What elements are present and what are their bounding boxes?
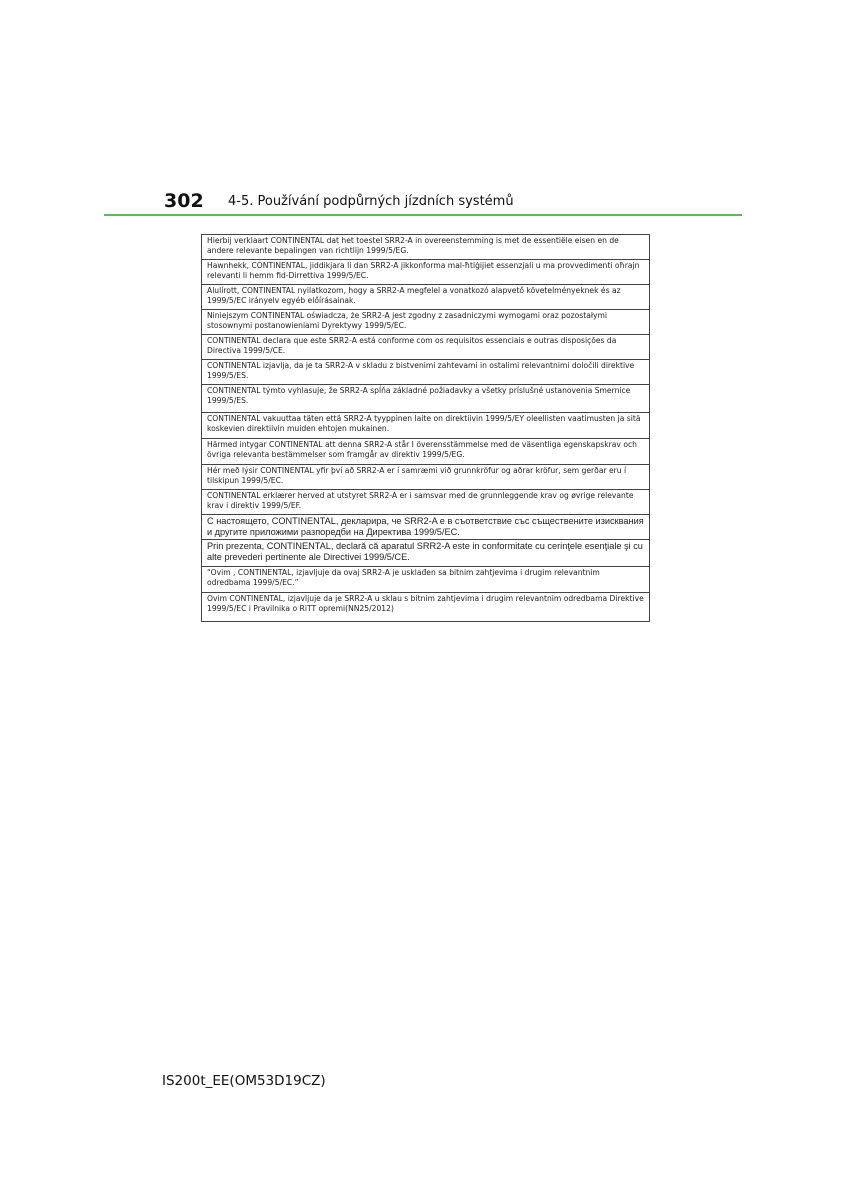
declaration-row-mt: Hawnhekk, CONTINENTAL, jiddikjara li dan SRR2-A jikkonforma mal-ħtiġijiet essenzjali u ma provvedimenti oħrajn relevanti li hemm fid-Dirrettiva 1999/5/EC. [202,260,649,285]
footer-model-code: IS200t_EE(OM53D19CZ) [162,1073,326,1089]
declaration-row-no: CONTINENTAL erklærer herved at utstyret SRR2-A er i samsvar med de grunnleggende krav og øvrige relevante krav i direktiv 1999/5/EF. [202,490,649,515]
declaration-row-sv: Härmed intygar CONTINENTAL att denna SRR2-A står I överensstämmelse med de väsentliga egenskapskrav och övriga relevanta bestämmelser som framgår av direktiv 1999/5/EG. [202,439,649,465]
declaration-row-hr-1: “Ovim , CONTINENTAL, izjavljuje da ovaj SRR2-A je usklađen sa bitnim zahtjevima i drugim relevantnim odredbama 1999/5/EC.” [202,567,649,593]
declaration-row-is: Hér með lýsir CONTINENTAL yfir því að SRR2-A er í samræmi við grunnkröfur og aðrar kröfur, sem gerðar eru í tilskipun 1999/5/EC. [202,465,649,490]
page-number: 302 [164,190,204,212]
declaration-row-hr-2: Ovim CONTINENTAL, izjavljuje da je SRR2-A u sklau s bitnim zahtjevima i drugim relevantnim odredbama Direktive 1999/5/EC i Pravilnika o RiTT opremi(NN25/2012) [207,594,644,614]
declaration-row-sk: CONTINENTAL týmto vyhlasuje, že SRR2-A spĺňa základné požiadavky a všetky príslušné ustanovenia Smernice 1999/5/ES. [202,385,649,413]
header-rule [104,214,742,216]
declaration-table [201,234,650,622]
declaration-row-fi: CONTINENTAL vakuuttaa täten että SRR2-A tyyppinen laite on direktiivin 1999/5/EY oleellisten vaatimusten ja sitä koskevien direktiivin muiden ehtojen mukainen. [202,413,649,439]
declaration-row-ro: Prin prezenta, CONTINENTAL, declară că aparatul SRR2-A este in conformitate cu cerinţele esenţiale şi cu alte prevederi pertinente ale Directivei 1999/5/CE. [202,540,649,567]
declaration-row-sl: CONTINENTAL izjavlja, da je ta SRR2-A v skladu z bistvenimi zahtevami in ostalimi relevantnimi določili direktive 1999/5/ES. [202,360,649,385]
declaration-row-hu: Alulírott, CONTINENTAL nyilatkozom, hogy a SRR2-A megfelel a vonatkozó alapvető követelményeknek és az 1999/5/EC irányelv egyéb előírásainak. [202,285,649,310]
declaration-row-pl: Niniejszym CONTINENTAL oświadcza, że SRR2-A jest zgodny z zasadniczymi wymogami oraz pozostałymi stosownymi postanowieniami Dyrektywy 1999/5/EC. [202,310,649,335]
declaration-row-bg: С настоящето, CONTINENTAL, декларира, че SRR2-A е в съответствие със съществените изисквания и другите приложими разпоредби на Директива 1999/5/EC. [202,515,649,540]
declaration-row-pt: CONTINENTAL declara que este SRR2-A está conforme com os requisitos essenciais e outras disposições da Directiva 1999/5/CE. [202,335,649,360]
declaration-row-nl: Hierbij verklaart CONTINENTAL dat het toestel SRR2-A in overeenstemming is met de essentiële eisen en de andere relevante bepalingen van richtlijn 1999/5/EG. [202,235,649,260]
section-title: 4-5. Používání podpůrných jízdních systémů [228,194,514,209]
